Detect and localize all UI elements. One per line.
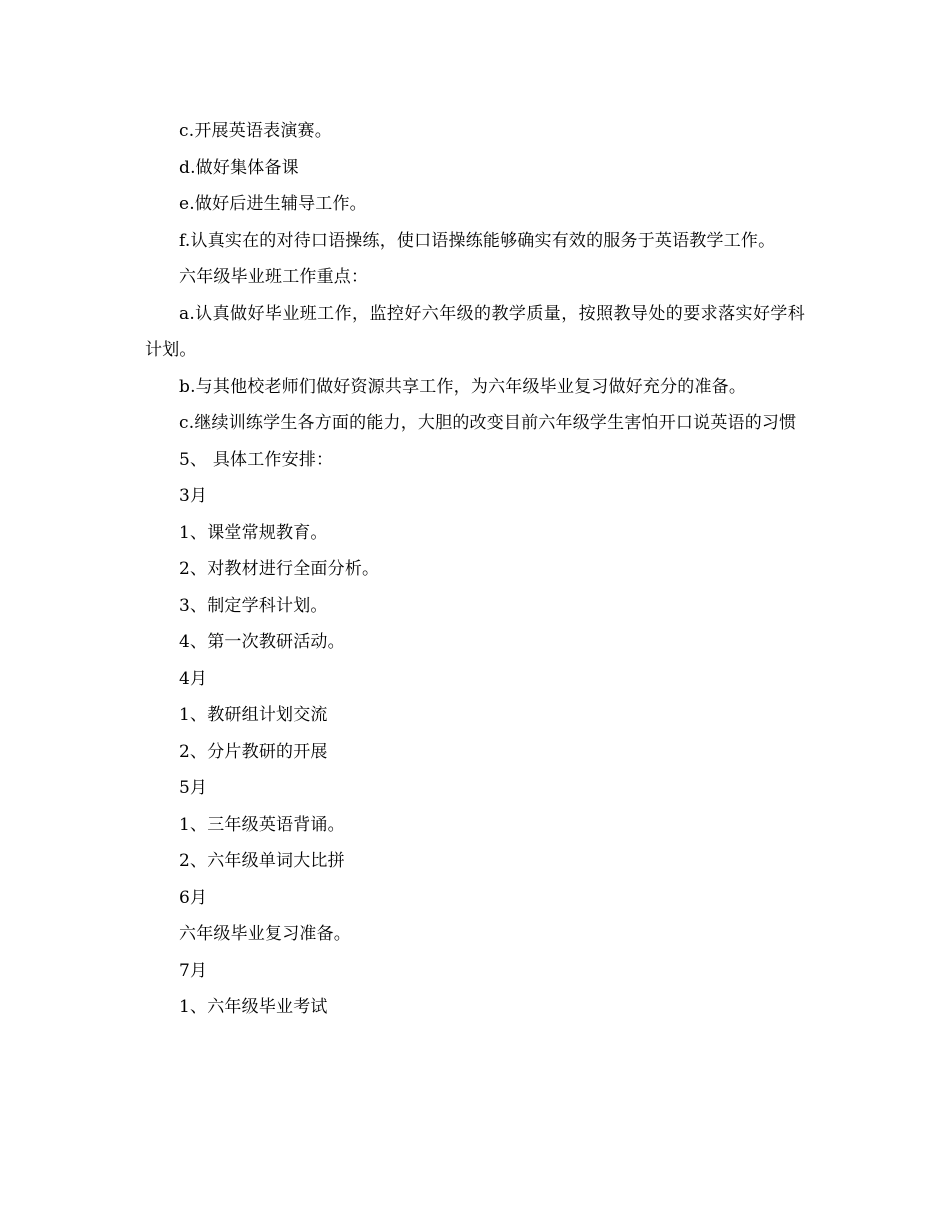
document-body <box>145 113 805 1026</box>
list-item: 2、分片教研的开展 <box>179 741 328 762</box>
section-heading-grade6: 六年级毕业班工作重点： <box>179 267 369 287</box>
list-item: 1、课堂常规教育。 <box>179 522 328 543</box>
month-heading-april: 4月 <box>179 668 208 689</box>
list-item: 1、三年级英语背诵。 <box>179 814 345 835</box>
list-item: 1、六年级毕业考试 <box>179 997 328 1017</box>
list-item: 六年级毕业复习准备。 <box>179 924 351 944</box>
paragraph-grade6-c: c.继续训练学生各方面的能力，大胆的改变目前六年级学生害怕开口说英语的习惯 <box>179 413 797 433</box>
paragraph-grade6-a: a.认真做好毕业班工作，监控好六年级的教学质量，按照教导处的要求落实好学科计划。 <box>145 303 805 360</box>
month-heading-may: 5月 <box>179 778 208 798</box>
month-heading-march: 3月 <box>179 486 208 506</box>
section-heading-schedule: 5、 具体工作安排： <box>179 449 334 470</box>
paragraph-activity-d: d.做好集体备课 <box>179 157 299 178</box>
month-heading-june: 6月 <box>179 887 208 908</box>
list-item: 1、教研组计划交流 <box>179 705 328 725</box>
list-item: 4、第一次教研活动。 <box>179 632 345 652</box>
paragraph-activity-e: e.做好后进生辅导工作。 <box>179 194 367 214</box>
list-item: 3、制定学科计划。 <box>179 595 328 616</box>
list-item: 2、对教材进行全面分析。 <box>179 559 380 579</box>
paragraph-activity-f: f.认真实在的对待口语操练，使口语操练能够确实有效的服务于英语教学工作。 <box>179 230 776 251</box>
month-heading-july: 7月 <box>179 960 208 981</box>
list-item: 2、六年级单词大比拼 <box>179 851 345 871</box>
paragraph-activity-c: c.开展英语表演赛。 <box>179 121 332 141</box>
paragraph-grade6-b: b.与其他校老师们做好资源共享工作，为六年级毕业复习做好充分的准备。 <box>179 376 747 397</box>
